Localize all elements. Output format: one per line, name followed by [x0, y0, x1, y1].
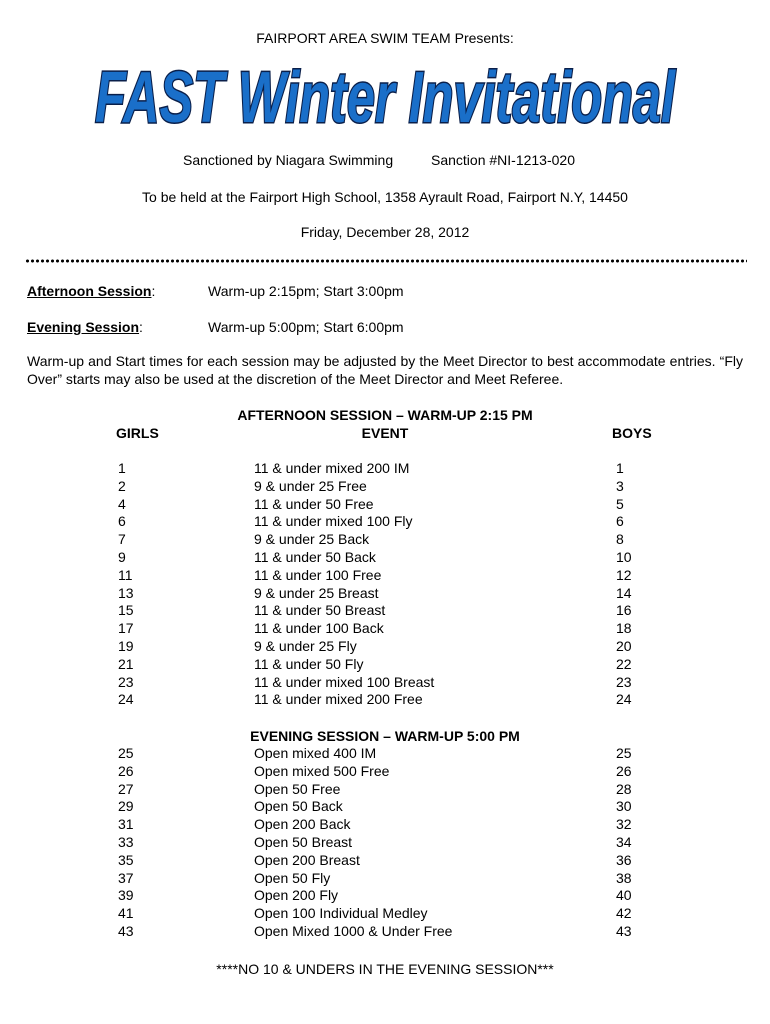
evening-boys-column: [616, 745, 632, 941]
afternoon-event-column: [254, 460, 434, 709]
evening-session-times: Warm-up 5:00pm; Start 6:00pm: [208, 319, 404, 335]
table-cell-event: 9 & under 25 Free: [254, 477, 367, 494]
sanction-body: Sanctioned by Niagara Swimming: [183, 152, 394, 168]
table-cell-event: Open 50 Free: [254, 780, 341, 797]
table-cell-girls: 21: [118, 655, 134, 672]
table-cell-girls: 2: [118, 477, 126, 494]
presenter-line: FAIRPORT AREA SWIM TEAM Presents:: [256, 30, 514, 46]
table-cell-girls: 35: [118, 851, 134, 868]
table-cell-boys: 34: [616, 833, 632, 850]
table-cell-boys: 23: [616, 673, 632, 690]
table-cell-event: Open 50 Fly: [254, 869, 331, 886]
evening-event-column: [254, 745, 452, 941]
table-cell-event: Open mixed 500 Free: [254, 762, 390, 779]
table-cell-event: 11 & under 50 Free: [254, 495, 374, 512]
table-cell-event: Open 50 Breast: [254, 833, 353, 850]
table-cell-girls: 25: [118, 745, 134, 761]
table-cell-girls: 19: [118, 637, 134, 654]
table-cell-event: 9 & under 25 Fly: [254, 637, 357, 654]
table-cell-boys: 14: [616, 584, 632, 601]
table-cell-girls: 11: [118, 566, 133, 583]
table-cell-girls: 43: [118, 922, 134, 939]
table-cell-girls: 17: [118, 620, 134, 637]
table-cell-girls: 31: [118, 816, 134, 833]
table-cell-boys: 12: [616, 566, 632, 583]
table-cell-girls: 24: [118, 691, 134, 708]
evening-table-heading: EVENING SESSION – WARM-UP 5:00 PM: [250, 728, 520, 744]
afternoon-session-label: Afternoon Session:: [27, 283, 156, 299]
afternoon-session-times: Warm-up 2:15pm; Start 3:00pm: [208, 283, 404, 299]
table-cell-event: 11 & under 100 Free: [254, 566, 382, 583]
table-cell-event: 11 & under mixed 200 Free: [254, 691, 423, 708]
table-cell-boys: 22: [616, 655, 632, 672]
dotted-divider: [25, 258, 747, 264]
table-cell-event: Open 200 Back: [254, 816, 351, 833]
table-cell-event: 11 & under 50 Breast: [254, 602, 386, 619]
table-cell-boys: 8: [616, 531, 624, 548]
afternoon-girls-column: [118, 460, 134, 709]
table-cell-boys: 24: [616, 691, 632, 708]
table-cell-boys: 42: [616, 905, 632, 922]
table-cell-boys: 40: [616, 887, 632, 904]
table-cell-girls: 4: [118, 495, 126, 512]
table-cell-boys: 10: [616, 548, 632, 565]
table-cell-girls: 9: [118, 548, 126, 565]
table-cell-girls: 37: [118, 869, 134, 886]
column-header-boys: BOYS: [612, 425, 652, 441]
table-cell-boys: 18: [616, 620, 632, 637]
table-cell-event: 11 & under mixed 100 Fly: [254, 513, 413, 530]
table-cell-boys: 26: [616, 762, 632, 779]
table-cell-boys: 16: [616, 602, 632, 619]
table-cell-boys: 38: [616, 869, 632, 886]
table-cell-event: 11 & under mixed 100 Breast: [254, 673, 435, 690]
table-cell-event: 11 & under mixed 200 IM: [254, 460, 410, 476]
table-cell-boys: 28: [616, 780, 632, 797]
table-cell-boys: 6: [616, 513, 624, 530]
table-cell-event: 11 & under 50 Fly: [254, 655, 364, 672]
afternoon-boys-column: [616, 460, 632, 709]
evening-session-label: Evening Session:: [27, 319, 143, 335]
table-cell-event: 11 & under 100 Back: [254, 620, 384, 637]
column-header-event: EVENT: [361, 425, 409, 441]
table-cell-event: Open 200 Fly: [254, 887, 339, 904]
meet-date: Friday, December 28, 2012: [300, 224, 470, 240]
table-cell-boys: 36: [616, 851, 632, 868]
evening-footnote: ****NO 10 & UNDERS IN THE EVENING SESSION***: [216, 961, 554, 977]
table-cell-girls: 26: [118, 762, 134, 779]
table-cell-girls: 13: [118, 584, 134, 601]
location-line: To be held at the Fairport High School, 1358 Ayrault Road, Fairport N.Y, 14450: [142, 189, 628, 205]
event-title: FAST Winter Invitational: [95, 58, 677, 136]
table-cell-girls: 23: [118, 673, 134, 690]
table-cell-boys: 32: [616, 816, 632, 833]
table-cell-girls: 29: [118, 798, 134, 815]
table-cell-girls: 1: [118, 460, 126, 476]
table-cell-boys: 3: [616, 477, 624, 494]
table-cell-boys: 30: [616, 798, 632, 815]
table-cell-boys: 1: [616, 460, 624, 476]
table-cell-event: 9 & under 25 Back: [254, 531, 370, 548]
warmup-note: Warm-up and Start times for each session may be adjusted by the Meet Director to best accommodate entries. “Fly Over” starts may also be used at the discretion of the Meet Director and Meet Referee.: [27, 353, 743, 387]
table-cell-event: Open 50 Back: [254, 798, 343, 815]
table-cell-girls: 41: [118, 905, 134, 922]
afternoon-table-heading: AFTERNOON SESSION – WARM-UP 2:15 PM: [237, 407, 533, 423]
sanction-number: Sanction #NI-1213-020: [431, 152, 575, 168]
table-cell-girls: 6: [118, 513, 126, 530]
table-cell-event: Open 100 Individual Medley: [254, 905, 428, 922]
table-cell-boys: 25: [616, 745, 632, 761]
table-cell-event: Open mixed 400 IM: [254, 745, 377, 761]
table-cell-event: 11 & under 50 Back: [254, 548, 376, 565]
table-cell-boys: 20: [616, 637, 632, 654]
table-cell-event: Open 200 Breast: [254, 851, 360, 868]
table-cell-girls: 39: [118, 887, 134, 904]
event-title-logo: [90, 56, 680, 136]
evening-girls-column: [118, 745, 134, 941]
table-cell-boys: 5: [616, 495, 624, 512]
table-cell-event: Open Mixed 1000 & Under Free: [254, 922, 453, 939]
table-cell-girls: 15: [118, 602, 134, 619]
table-cell-boys: 43: [616, 922, 632, 939]
table-cell-girls: 27: [118, 780, 134, 797]
table-cell-event: 9 & under 25 Breast: [254, 584, 379, 601]
table-cell-girls: 33: [118, 833, 134, 850]
table-cell-girls: 7: [118, 531, 126, 548]
column-header-girls: GIRLS: [116, 425, 159, 441]
